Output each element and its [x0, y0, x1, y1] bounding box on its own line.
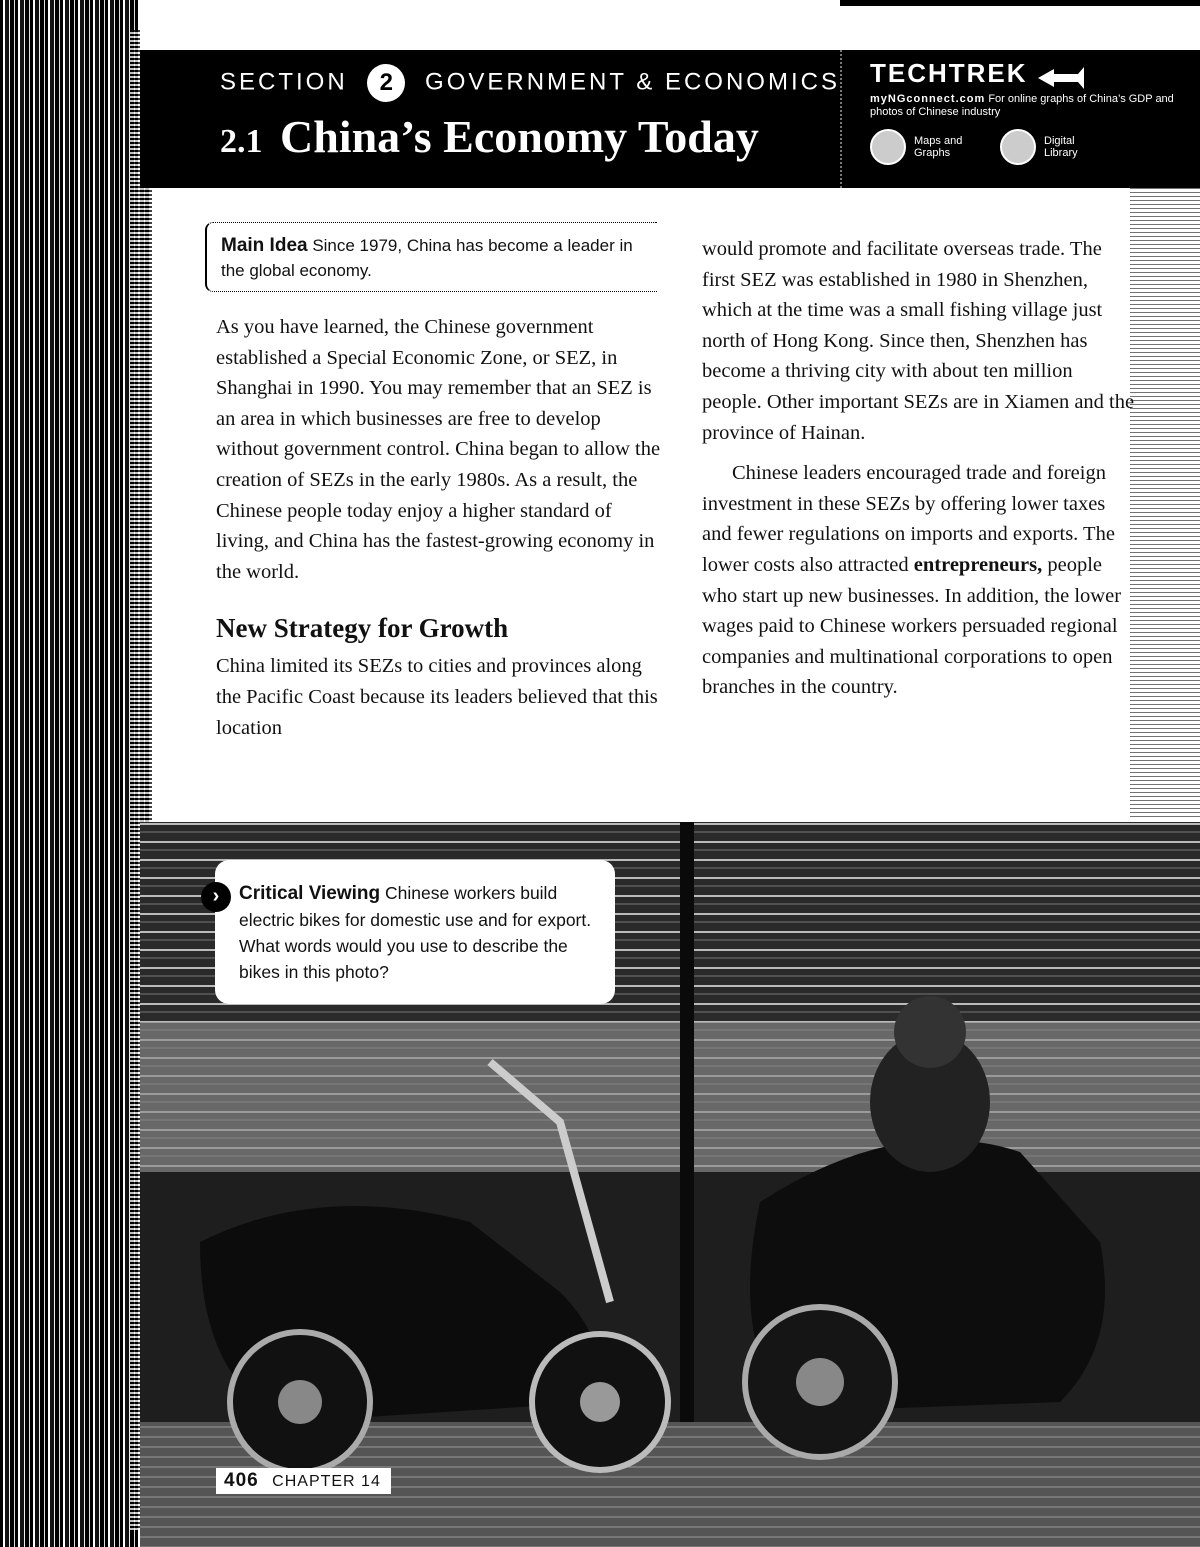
section-line — [220, 64, 840, 102]
digital-library-label: Digital Library — [1044, 135, 1078, 159]
key-term-entrepreneurs: entrepreneurs, — [913, 553, 1043, 576]
laptop-arrow-icon — [1038, 67, 1084, 89]
lesson-title-text: China’s Economy Today — [280, 111, 759, 162]
section-word: SECTION — [220, 68, 348, 96]
growth-paragraph-cont: would promote and facilitate overseas trade. The first SEZ was established in 1980 in Shenzhen, which at the time was a small fishing village just north of Hong Kong. Since then, Shenzhen has become a thriving city with about ten million people. Other important SEZs are in Xiamen and the province of Hainan. — [702, 238, 1135, 444]
subhead: New Strategy for Growth — [216, 613, 509, 644]
library-icon — [1000, 129, 1036, 165]
top-scan-line — [840, 0, 1200, 6]
critical-viewing-text: Chinese workers build electric bikes for domestic use and for export. What words would you use to describe the bikes in this photo? — [239, 883, 592, 982]
page-number: 406 — [224, 1470, 259, 1491]
techtrek-logo — [870, 58, 1200, 89]
lesson-title — [220, 110, 759, 163]
section-number-badge: 2 — [367, 64, 405, 102]
right-column — [702, 234, 1137, 703]
techtrek-box — [840, 50, 1200, 188]
book-spine — [0, 0, 150, 1547]
intro-paragraph: As you have learned, the Chinese government established a Special Economic Zone, or SEZ, in Shanghai in 1990. You may remember that an SEZ is an area in which businesses are free to develop without government control. China began to allow the creation of SEZs in the early 1980s. As a result, the Chinese people today enjoy a higher standard of living, and China has the fastest-growing economy in the world. — [216, 316, 661, 583]
main-idea-box — [205, 222, 657, 292]
techtrek-logo-text: TECHTREK — [870, 58, 1028, 88]
growth-paragraph-start: China limited its SEZs to cities and provinces along the Pacific Coast because its leaders believed that this location — [216, 655, 658, 739]
investment-text-a: Chinese leaders encouraged trade and foreign investment in these SEZs by offering lower taxes and fewer regulations on imports and exports. The lower costs also attracted — [702, 462, 1115, 576]
digital-library-link[interactable] — [1000, 129, 1094, 165]
techtrek-description — [870, 93, 1200, 119]
globe-icon — [870, 129, 906, 165]
chapter-label: CHAPTER 14 — [272, 1473, 381, 1490]
critical-viewing-box — [212, 860, 615, 1004]
techtrek-desc-text: For online graphs of China’s GDP and photos of Chinese industry — [870, 93, 1174, 118]
techtrek-links — [870, 129, 1200, 165]
lesson-number: 2.1 — [220, 123, 263, 160]
techtrek-url[interactable]: myNGconnect.com — [870, 93, 986, 105]
left-column — [216, 312, 666, 743]
top-margin — [140, 0, 1200, 50]
critical-viewing-label: Critical Viewing — [239, 883, 381, 904]
main-idea-text: Since 1979, China has become a leader in the global economy. — [221, 236, 633, 280]
maps-and-graphs-label: Maps and Graphs — [914, 135, 963, 159]
investment-text-b: people who start up new businesses. In addition, the lower wages paid to Chinese workers persuaded regional companies and multinational corporations to open branches in the country. — [702, 553, 1122, 699]
chevron-right-icon: › — [201, 882, 231, 912]
investment-paragraph — [702, 458, 1137, 703]
section-title: GOVERNMENT & ECONOMICS — [425, 68, 840, 96]
section-header — [140, 50, 1200, 188]
page-footer — [216, 1468, 391, 1494]
right-scan-noise — [1130, 180, 1200, 820]
maps-and-graphs-link[interactable] — [870, 129, 976, 165]
main-idea-label: Main Idea — [221, 235, 308, 256]
